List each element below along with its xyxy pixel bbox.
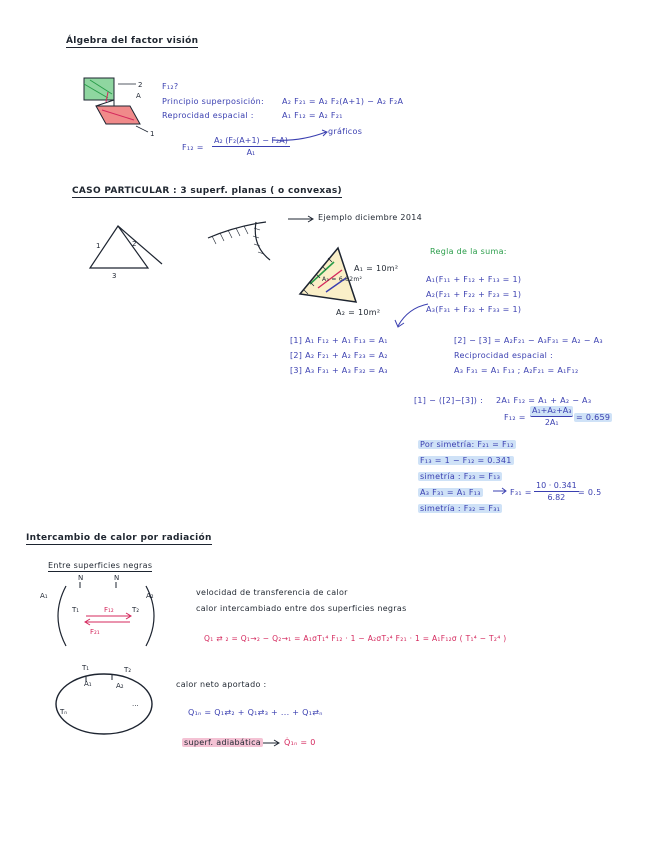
f12-result-value: = 0.659: [576, 413, 611, 422]
sum-rule-1: A₁(F₁₁ + F₁₂ + F₁₃ = 1): [426, 275, 522, 284]
figure-label-1: 1: [150, 130, 155, 138]
f12-question: F₁₂?: [162, 82, 179, 91]
f12-result-numerator: A₁+A₂+A₃: [532, 406, 572, 415]
f31-value: = 0.5: [578, 488, 602, 497]
adiabatic-label: superf. adiabática: [184, 738, 261, 747]
sum-rule-2: A₂(F₂₁ + F₂₂ + F₂₃ = 1): [426, 290, 522, 299]
enclosure-tn-label: Tₙ: [60, 708, 68, 716]
graficos-note: gráficos: [328, 127, 363, 136]
net-heat-label: calor neto aportado :: [176, 680, 267, 689]
f12-fraction: [212, 136, 290, 157]
normal-label-1: N: [78, 574, 84, 582]
symmetry-2: F₁₃ = 1 − F₁₂ = 0.341: [420, 456, 512, 465]
net-heat-sum: Q₁ₙ = Q₁⇄₂ + Q₁⇄₃ + ... + Q₁⇄ₙ: [188, 708, 323, 717]
enclosure-a1-label: A₁: [84, 680, 92, 688]
example-arrow: [286, 214, 316, 224]
symmetry-5: simetría : F₃₂ = F₃₁: [420, 504, 501, 513]
surface-a2-label: A₂: [146, 592, 154, 600]
enclosure-figure: [52, 664, 160, 740]
f12-numerator: A₂ (F₂(A+1) − F₂A): [214, 136, 288, 145]
two-surfaces-figure: [36, 576, 176, 652]
reciprocity-label-2: Reciprocidad espacial :: [454, 351, 554, 360]
reciprocity-label: Reprocidad espacial :: [162, 111, 254, 120]
subsection-black-surfaces: Entre superficies negras: [48, 561, 153, 570]
triangle-figure: [86, 220, 166, 282]
figure-label-a: A: [136, 92, 141, 100]
reciprocity-eq-2: A₃ F₃₁ = A₁ F₁₃ ; A₂F₂₁ = A₁F₁₂: [454, 366, 579, 375]
section-title-caso-particular: CASO PARTICULAR : 3 superf. planas ( o convexas): [72, 186, 342, 196]
surface-a1-label: A₁: [40, 592, 48, 600]
symmetry-4: A₃ F₃₁ = A₁ F₁₃: [420, 488, 481, 497]
temp-t2-label: T₂: [132, 606, 140, 614]
area-a1: A₁ = 10m²: [354, 264, 399, 273]
section-title-factor-vision: Álgebra del factor visión: [66, 36, 199, 46]
sum-rule-3: A₃(F₃₁ + F₃₂ + F₃₃ = 1): [426, 305, 522, 314]
eq-2: [2] A₂ F₂₁ + A₂ F₂₃ = A₂: [290, 351, 388, 360]
combine-label: [1] − ([2]−[3]) :: [414, 396, 484, 405]
f31-denominator: 6.82: [547, 493, 566, 502]
enclosure-dots: ...: [132, 700, 139, 708]
eq-3: [3] A₃ F₃₁ + A₃ F₃₂ = A₃: [290, 366, 388, 375]
adiabatic-arrow: [262, 738, 282, 748]
triangle-label-1: 1: [96, 242, 101, 250]
area-a2: A₂ = 10m²: [336, 308, 381, 317]
f12-result-lhs: F₁₂ =: [504, 413, 526, 422]
area-a3: A₃ = 6.82m²: [322, 276, 363, 283]
triangle-label-3: 3: [112, 272, 117, 280]
f12-lhs: F₁₂ =: [182, 143, 204, 152]
f12-arrow-label: F₁₂: [104, 606, 114, 614]
reciprocity-eq: A₁ F₁₂ = A₂ F₂₁: [282, 111, 343, 120]
enclosure-t1-label: T₁: [82, 664, 90, 672]
example-note: Ejemplo diciembre 2014: [318, 213, 422, 222]
f31-arrow: [492, 486, 508, 496]
superposition-label: Principio superposición:: [162, 97, 264, 106]
f12-denominator: A₁: [246, 148, 256, 157]
green-surface: [84, 78, 114, 100]
adiabatic-result: Q̇₁ₙ = 0: [284, 738, 316, 747]
superposition-figure: [78, 70, 158, 140]
exchange-equation: Q₁ ⇄ ₂ = Q₁→₂ − Q₂→₁ = A₁σT₁⁴ F₁₂ · 1 − A₂σT₂⁴ F₂₁ · 1 = A₁F₁₂σ ( T₁⁴ − T₂⁴ ): [204, 634, 507, 643]
section-title-radiation: Intercambio de calor por radiación: [26, 533, 212, 543]
f21-arrow-label: F₂₁: [90, 628, 100, 636]
f12-result-denominator: 2A₁: [544, 418, 559, 427]
triangle-label-2: 2: [132, 240, 137, 248]
symmetry-3: simetría : F₂₃ = F₁₃: [420, 472, 501, 481]
example-triangle: [296, 242, 366, 306]
exchange-text: calor intercambiado entre dos superficies negras: [196, 604, 407, 613]
transfer-rate-text: velocidad de transferencia de calor: [196, 588, 348, 597]
normal-label-2: N: [114, 574, 120, 582]
f12-result-fraction: [530, 406, 573, 427]
superposition-eq: A₂ F₂₁ = A₂ F₂(A+1) − A₂ F₂A: [282, 97, 404, 106]
temp-t1-label: T₁: [72, 606, 80, 614]
enclosure-t2-label: T₂: [124, 666, 132, 674]
diff-eq: [2] − [3] = A₂F₂₁ − A₃F₃₁ = A₂ − A₃: [454, 336, 603, 345]
symmetry-1: Por simetría: F₂₁ = F₁₂: [420, 440, 514, 449]
eq-1: [1] A₁ F₁₂ + A₁ F₁₃ = A₁: [290, 336, 388, 345]
f31-fraction: [534, 481, 579, 502]
f31-lhs: F₃₁ =: [510, 488, 532, 497]
enclosure-a2-label: A₂: [116, 682, 124, 690]
convex-surface-figure: [206, 216, 278, 264]
combine-eq: 2A₁ F₁₂ = A₁ + A₂ − A₃: [496, 396, 592, 405]
sum-rule-arrow: [392, 302, 432, 330]
f31-numerator: 10 · 0.341: [536, 481, 577, 490]
figure-label-2: 2: [138, 81, 143, 89]
sum-rule-title: Regla de la suma:: [430, 247, 507, 256]
